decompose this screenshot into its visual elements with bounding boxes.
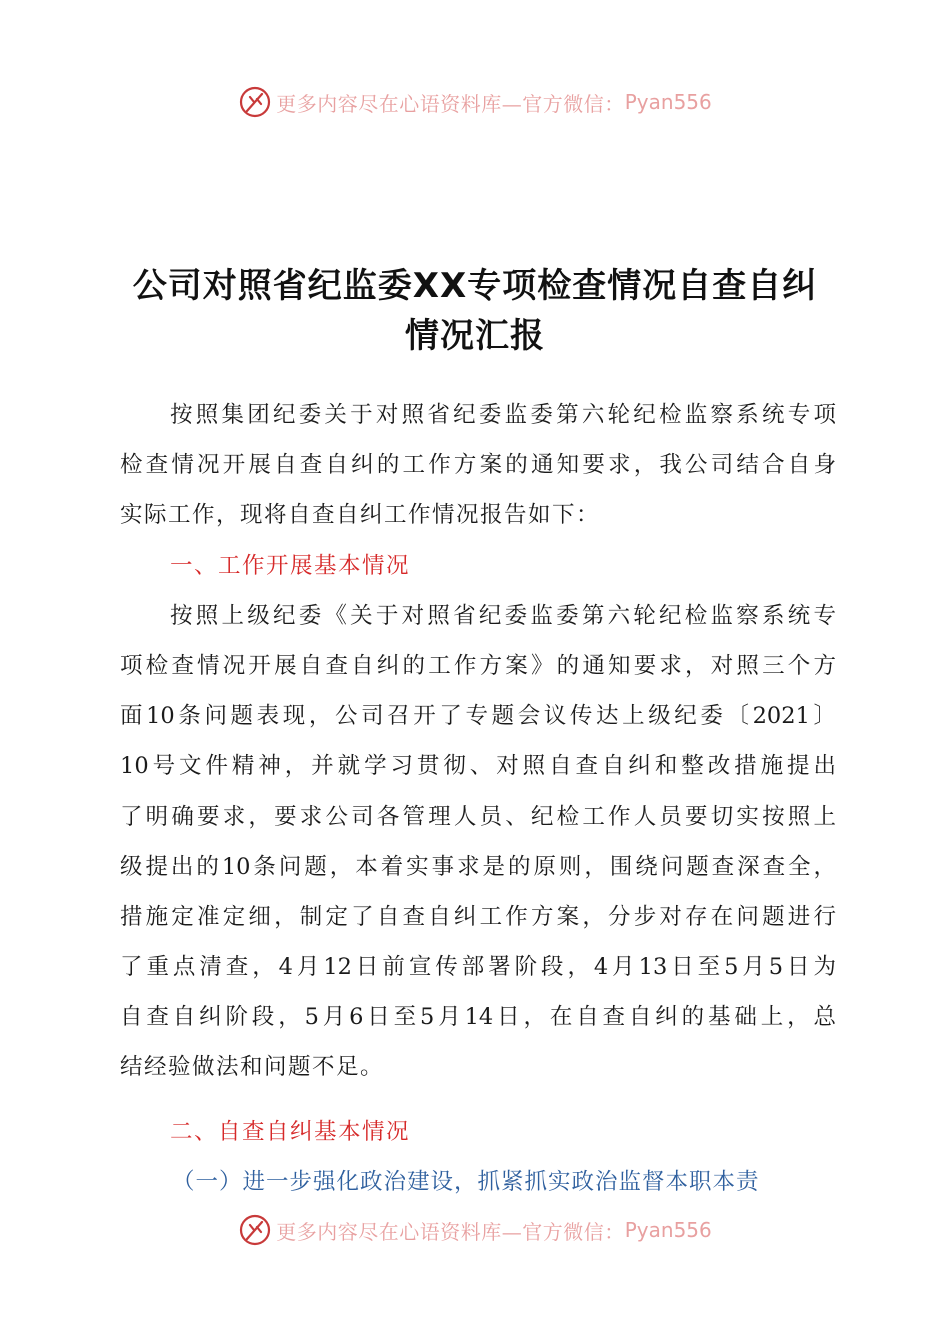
watermark-text: 更多内容尽在心语资料库—官方微信： — [276, 91, 625, 116]
watermark-header — [0, 82, 950, 122]
intro-line: 按照集团纪委关于对照省纪委监委第六轮纪检监察系统专项 — [170, 402, 836, 428]
section-1-line: 结经验做法和问题不足。 — [120, 1054, 385, 1081]
section-gap — [120, 1093, 836, 1107]
section-1-line: 了重点清查，4月12日前宣传部署阶段，4月13日至5月5日为 — [120, 954, 836, 981]
section-1-line: 10号文件精神，并就学习贯彻、对照自查自纠和整改措施提出 — [120, 753, 836, 780]
section-2-heading: 二、自查自纠基本情况 — [170, 1118, 411, 1145]
quill-logo-icon — [238, 1213, 272, 1247]
quill-logo-icon — [238, 85, 272, 119]
section-1-line: 自查自纠阶段，5月6日至5月14日，在自查自纠的基础上，总 — [120, 1004, 836, 1031]
section-1-line: 级提出的10条问题，本着实事求是的原则，围绕问题查深查全， — [120, 853, 836, 880]
watermark-footer — [0, 1210, 950, 1250]
section-1-line: 了明确要求，要求公司各管理人员、纪检工作人员要切实按照上 — [120, 803, 836, 830]
watermark-text: 更多内容尽在心语资料库—官方微信： — [276, 1219, 625, 1244]
section-1-heading: 一、工作开展基本情况 — [170, 552, 411, 579]
document-title-line-2: 情况汇报 — [405, 316, 545, 356]
watermark-wechat-id: Pyan556 — [624, 90, 712, 114]
section-1-line: 措施定准定细，制定了自查自纠工作方案，分步对存在问题进行 — [120, 903, 836, 930]
intro-line: 实际工作，现将自查自纠工作情况报告如下： — [120, 502, 601, 529]
section-1-line: 按照上级纪委《关于对照省纪委监委第六轮纪检监察系统专 — [170, 602, 836, 629]
watermark-wechat-id: Pyan556 — [624, 1218, 712, 1242]
intro-line: 检查情况开展自查自纠的工作方案的通知要求，我公司结合自身 — [120, 452, 836, 479]
section-1-line: 面10条问题表现，公司召开了专题会议传达上级纪委〔2021〕 — [120, 703, 836, 730]
document-title-line-1: 公司对照省纪监委XX专项检查情况自查自纠 — [132, 266, 818, 306]
document-body — [120, 390, 836, 1207]
section-2-subheading: （一）进一步强化政治建设，抓紧抓实政治监督本职本责 — [172, 1168, 760, 1195]
section-1-line: 项检查情况开展自查自纠的工作方案》的通知要求，对照三个方 — [120, 652, 836, 679]
